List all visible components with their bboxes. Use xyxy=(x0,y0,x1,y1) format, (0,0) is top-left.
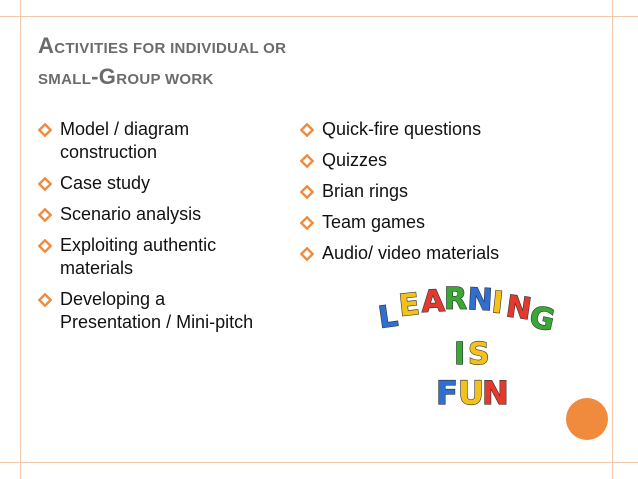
svg-text:F: F xyxy=(436,374,458,412)
list-item xyxy=(300,118,600,141)
border-line-bottom xyxy=(0,462,638,463)
diamond-bullet-icon xyxy=(38,239,52,253)
svg-text:N: N xyxy=(503,289,534,328)
diamond-bullet-icon xyxy=(300,185,314,199)
list-item xyxy=(38,288,268,334)
svg-text:I: I xyxy=(454,337,466,372)
list-item-label: Model / diagram construction xyxy=(60,119,190,162)
title-cap-letter: -G xyxy=(91,64,117,89)
title-text: ROUP WORK xyxy=(116,71,214,88)
diamond-bullet-icon xyxy=(300,216,314,230)
list-item-label: Quick-fire questions xyxy=(322,119,482,139)
diamond-bullet-icon xyxy=(38,208,52,222)
svg-text:R: R xyxy=(444,282,468,317)
svg-text:N: N xyxy=(482,374,509,412)
learning-is-fun-logo xyxy=(372,276,568,416)
title-line-1 xyxy=(38,32,598,63)
list-item xyxy=(300,242,600,265)
slide-title xyxy=(38,32,598,94)
list-item xyxy=(300,211,600,234)
border-line-top xyxy=(0,16,638,17)
bullet-list-left xyxy=(38,118,268,342)
diamond-bullet-icon xyxy=(300,123,314,137)
diamond-bullet-icon xyxy=(38,293,52,307)
title-cap-letter: A xyxy=(38,33,55,58)
list-item-label: Team games xyxy=(322,212,426,232)
list-item-label: Brian rings xyxy=(322,181,409,201)
title-line-2 xyxy=(38,63,598,94)
svg-text:U: U xyxy=(458,374,484,412)
list-item-label: Scenario analysis xyxy=(60,204,202,224)
svg-text:N: N xyxy=(466,282,494,319)
bullet-list-right xyxy=(300,118,600,273)
diamond-bullet-icon xyxy=(300,154,314,168)
svg-text:I: I xyxy=(490,285,505,322)
diamond-bullet-icon xyxy=(38,123,52,137)
list-item-label: Quizzes xyxy=(322,150,388,170)
diamond-bullet-icon xyxy=(38,177,52,191)
list-item xyxy=(38,203,268,226)
list-item-label: Case study xyxy=(60,173,151,193)
list-item-label: Developing a Presentation / Mini-pitch xyxy=(60,289,254,332)
svg-text:A: A xyxy=(420,283,446,320)
list-item xyxy=(38,234,268,280)
border-line-left xyxy=(20,0,21,479)
list-item xyxy=(38,172,268,195)
svg-text:L: L xyxy=(376,298,401,336)
list-item-label: Audio/ video materials xyxy=(322,243,500,263)
list-item xyxy=(300,180,600,203)
svg-text:E: E xyxy=(397,287,422,324)
list-item-label: Exploiting authentic materials xyxy=(60,235,217,278)
list-item xyxy=(300,149,600,172)
border-line-right xyxy=(612,0,613,479)
list-item xyxy=(38,118,268,164)
orange-circle-decoration xyxy=(566,398,608,440)
title-text: CTIVITIES FOR INDIVIDUAL OR xyxy=(54,40,287,57)
diamond-bullet-icon xyxy=(300,247,314,261)
title-text: SMALL xyxy=(38,71,92,88)
svg-text:S: S xyxy=(468,337,490,372)
svg-text:G: G xyxy=(526,299,558,339)
